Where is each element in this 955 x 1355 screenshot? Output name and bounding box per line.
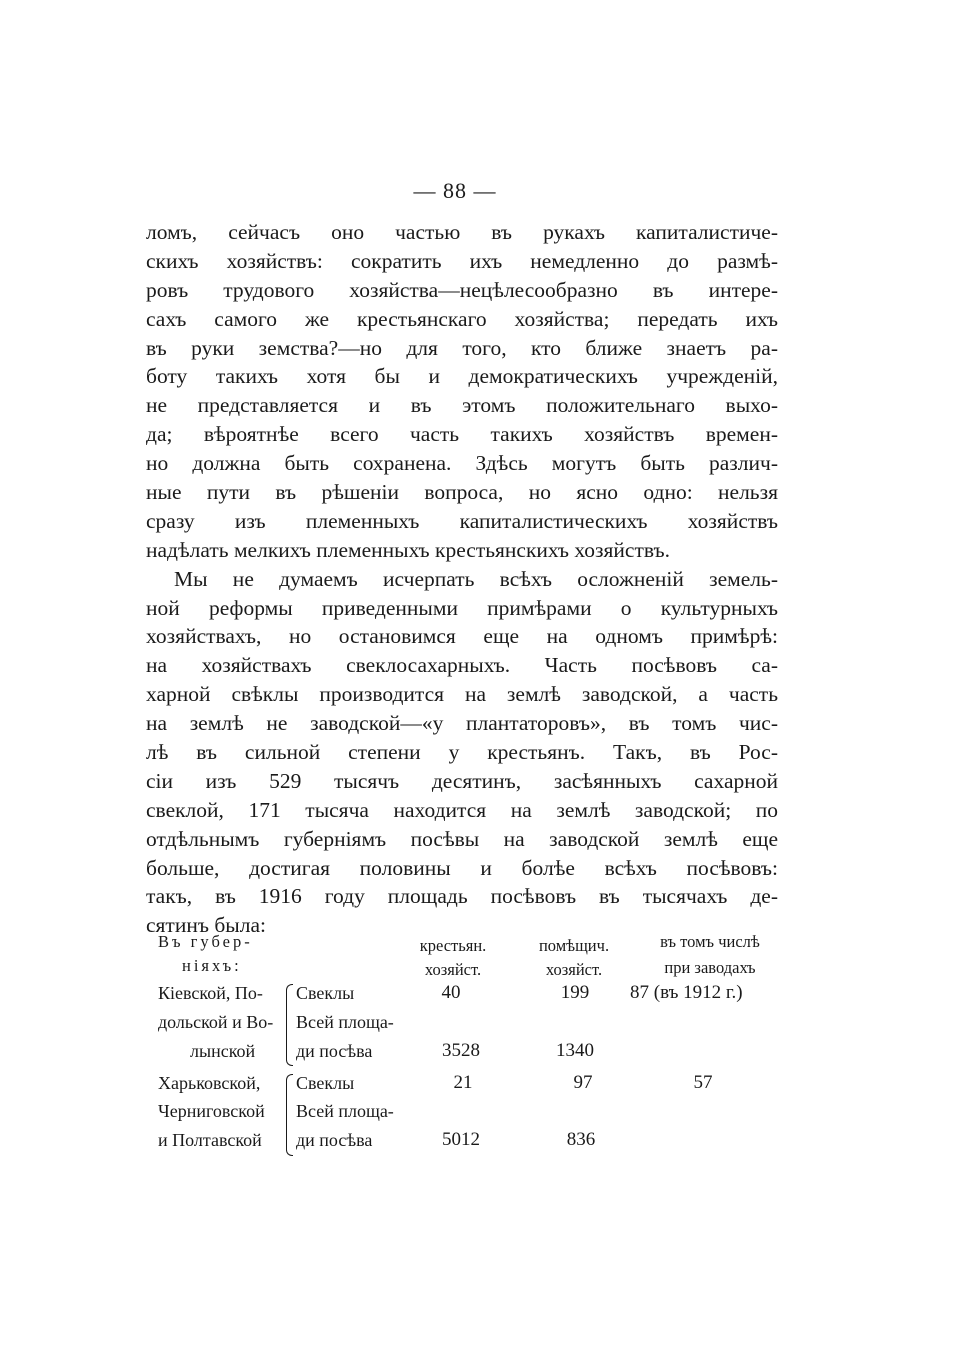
text-line: харной свѣклы производится на землѣ заводской, а часть: [146, 682, 778, 707]
text-line: надѣлать мелкихъ племенныхъ крестьянскихъ хозяйствъ.: [146, 537, 670, 562]
row-brace: [286, 984, 293, 1066]
text-line: скихъ хозяйствъ: сократить ихъ немедленно до размѣ-: [146, 248, 778, 273]
region-name: Харьковской,: [158, 1073, 261, 1093]
text-line: ровъ трудового хозяйства—нецѣлесообразно въ интере-: [146, 277, 778, 302]
sown-area-table: [150, 928, 790, 1158]
peasant-value: 5012: [442, 1129, 480, 1150]
header-factory-line1: въ томъ числѣ: [660, 932, 760, 951]
peasant-value: 21: [453, 1072, 473, 1093]
text-line: сятинъ была:: [146, 913, 266, 938]
region-name: Черниговской: [158, 1101, 265, 1121]
region-name: лынской: [190, 1041, 256, 1061]
region-name: Кіевской, По-: [158, 983, 263, 1003]
text-line: такъ, въ 1916 году площадь посѣвовъ въ тысячахъ де-: [146, 884, 778, 909]
header-region-line1: Въ губер-: [158, 932, 253, 951]
landowner-value: 199: [560, 982, 590, 1003]
text-line: свеклой, 171 тысяча находится на землѣ заводской; по: [146, 797, 778, 822]
factory-value: 87 (въ 1912 г.): [630, 982, 743, 1003]
header-peasant-line1: крестьян.: [419, 936, 487, 955]
text-line: больше, достигая половины и болѣе всѣхъ посѣвовъ:: [146, 855, 778, 880]
landowner-value: 97: [573, 1072, 593, 1093]
row-label: ди посѣва: [296, 1041, 373, 1061]
text-line: ные пути въ рѣшеніи вопроса, но ясно одно: нельзя: [146, 480, 778, 505]
text-line: на хозяйствахъ свеклосахарныхъ. Часть посѣвовъ са-: [146, 653, 778, 678]
body-text: [146, 218, 778, 940]
text-line: да; вѣроятнѣе всего часть такихъ хозяйствъ времен-: [146, 422, 778, 447]
text-line: ной реформы приведенными примѣрами о культурныхъ: [146, 595, 778, 620]
region-name: дольской и Во-: [158, 1012, 274, 1032]
factory-value: 57: [693, 1072, 713, 1093]
text-line: боту такихъ хотя бы и демократическихъ учрежденій,: [146, 364, 778, 389]
row-label: Всей площа-: [296, 1101, 394, 1121]
landowner-value: 836: [566, 1129, 596, 1150]
row-label: Свеклы: [296, 1073, 355, 1093]
header-factory-line2: при заводахъ: [664, 958, 756, 977]
header-region-line2: ніяхъ:: [182, 956, 242, 975]
row-label: ди посѣва: [296, 1130, 373, 1150]
text-line: сахъ самого же крестьянскаго хозяйства; передать ихъ: [146, 306, 778, 331]
peasant-value: 40: [441, 982, 461, 1003]
text-line: лѣ въ сильной степени у крестьянъ. Такъ, въ Рос-: [146, 740, 778, 765]
header-landowner-line2: хозяйст.: [545, 960, 603, 979]
text-line: въ руки земства?—но для того, кто ближе знаетъ ра-: [146, 335, 778, 360]
page-number: — 88 —: [413, 178, 497, 203]
text-line: не представляется и въ этомъ положительнаго выхо-: [146, 393, 778, 418]
text-line: сразу изъ племенныхъ капиталистическихъ хозяйствъ: [146, 508, 778, 533]
row-label: Всей площа-: [296, 1012, 394, 1032]
peasant-value: 3528: [442, 1040, 480, 1061]
text-line: отдѣльнымъ губерніямъ посѣвы на заводской землѣ еще: [146, 826, 778, 851]
text-line: Мы не думаемъ исчерпать всѣхъ осложненій земель-: [174, 566, 778, 591]
region-name: и Полтавской: [158, 1130, 262, 1150]
header-peasant-line2: хозяйст.: [424, 960, 482, 979]
landowner-value: 1340: [556, 1040, 594, 1061]
text-line: ломъ, сейчасъ оно частью въ рукахъ капиталистиче-: [146, 220, 778, 244]
text-line: сіи изъ 529 тысячъ десятинъ, засѣянныхъ сахарной: [146, 768, 778, 793]
row-label: Свеклы: [296, 983, 355, 1003]
text-line: на землѣ не заводской—«у плантаторовъ», въ томъ чис-: [146, 711, 778, 736]
text-line: хозяйствахъ, но остановимся еще на одномъ примѣрѣ:: [146, 624, 778, 649]
text-line: но должна быть сохранена. Здѣсь могутъ быть различ-: [146, 451, 778, 476]
row-brace: [286, 1074, 293, 1156]
header-landowner-line1: помѣщич.: [538, 936, 610, 955]
